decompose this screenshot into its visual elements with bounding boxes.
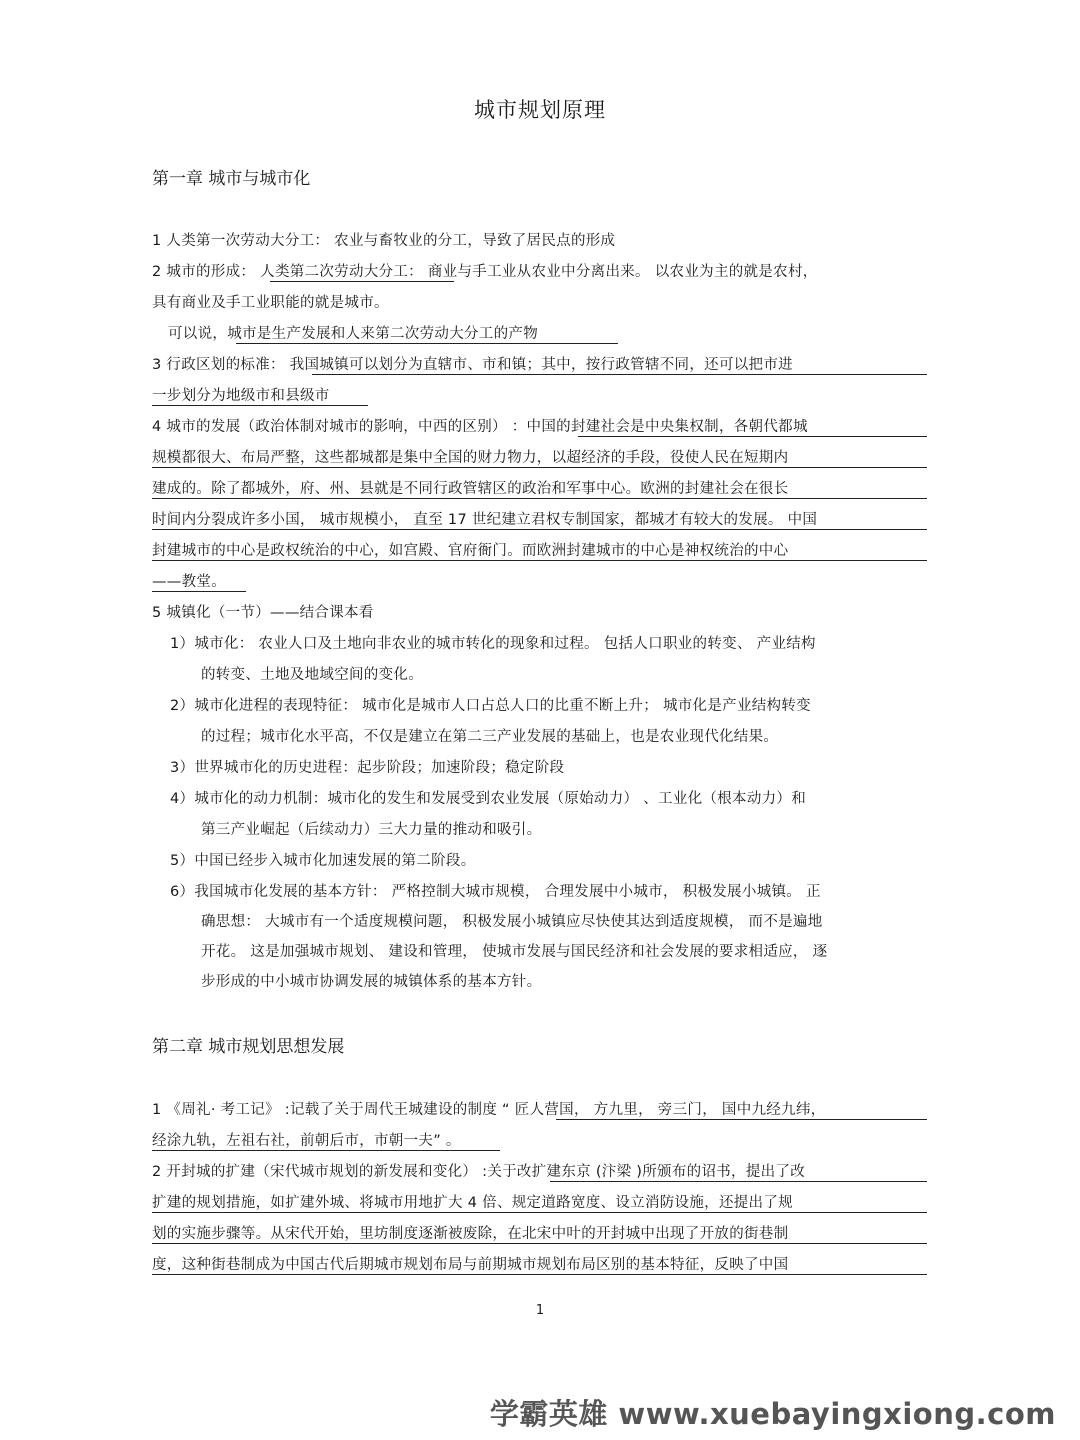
text-line: 1）城市化： 农业人口及土地向非农业的城市转化的现象和过程。 包括人口职业的转变、 产业结构 [170,636,816,652]
text-line: 时间内分裂成许多小国， 城市规模小， 直至 17 世纪建立君权专制国家，都城才有较大的发展。 中国 [152,512,818,528]
underline [152,405,368,406]
page-number: 1 [535,1303,545,1318]
text-line: 扩建的规划措施，如扩建外城、将城市用地扩大 4 倍、规定道路宽度、设立消防设施，还提出了规 [152,1195,793,1211]
text-line: 2 开封城的扩建（宋代城市规划的新发展和变化） :关于改扩建东京 (汴梁 )所颁布的诏书，提出了改 [152,1164,806,1180]
text-line: 6）我国城市化发展的基本方针： 严格控制大城市规模， 合理发展中小城市， 积极发展小城镇。 正 [170,884,821,900]
text-line: 4）城市化的动力机制：城市化的发生和发展受到农业发展（原始动力） 、工业化（根本动力）和 [170,791,807,807]
text-line: 4 城市的发展（政治体制对城市的影响，中西的区别） ：中国的封建社会是中央集权制，各朝代都城 [152,419,808,435]
underline [556,1119,927,1120]
text-line: 的转变、土地及地域空间的变化。 [201,667,423,683]
underline [152,498,927,499]
underline [312,374,927,375]
text-line: 5 城镇化（一节）——结合课本看 [152,605,374,621]
watermark: 学霸英雄 www.xuebayingxiong.com [489,1397,1056,1431]
text-line: 3）世界城市化的历史进程：起步阶段；加速阶段；稳定阶段 [170,760,565,776]
text-line: 2 城市的形成： 人类第二次劳动大分工： 商业与手工业从农业中分离出来。 以农业为主的就是农村， [152,264,818,280]
chapter-1-heading: 第一章 城市与城市化 [152,169,311,189]
underline [236,343,618,344]
text-line: 5）中国已经步入城市化加速发展的第二阶段。 [170,853,476,869]
text-line: 步形成的中小城市协调发展的城镇体系的基本方针。 [201,974,542,990]
text-line: 3 行政区划的标准： 我国城镇可以划分为直辖市、市和镇；其中，按行政管辖不同，还可以把市进 [152,357,793,373]
underline [152,1212,927,1213]
underline [152,529,927,530]
text-line: 具有商业及手工业职能的就是城市。 [152,295,389,311]
underline [578,436,927,437]
text-line: 第三产业崛起（后续动力）三大力量的推动和吸引。 [201,822,542,838]
text-line: 确思想： 大城市有一个适度规模问题， 积极发展小城镇应尽快使其达到适度规模， 而不是遍地 [201,914,823,930]
text-line: 封建城市的中心是政权统治的中心，如宫殿、官府衙门。而欧洲封建城市的中心是神权统治的中心 [152,543,789,559]
underline [152,591,246,592]
chapter-2-heading: 第二章 城市规划思想发展 [152,1037,345,1057]
text-line: 度，这种街巷制成为中国古代后期城市规划布局与前期城市规划布局区别的基本特征，反映了中国 [152,1257,789,1273]
underline [550,1181,927,1182]
text-line: 建成的。除了都城外，府、州、县就是不同行政管辖区的政治和军事中心。欧洲的封建社会在很长 [152,481,789,497]
text-line: 的过程；城市化水平高，不仅是建立在第二三产业发展的基础上，也是农业现代化结果。 [201,729,779,745]
text-line: 经涂九轨，左祖右社，前朝后市，市朝一夫” 。 [152,1133,461,1149]
underline [152,467,927,468]
text-line: 可以说，城市是生产发展和人来第二次劳动大分工的产物 [168,326,538,342]
text-line: 开花。 这是加强城市规划、 建设和管理， 使城市发展与国民经济和社会发展的要求相适应， 逐 [201,944,828,960]
underline [152,1274,927,1275]
underline [152,560,927,561]
text-line: 规模都很大、布局严整，这些都城都是集中全国的财力物力，以超经济的手段，役使人民在短期内 [152,450,789,466]
text-line: 1 《周礼· 考工记》 :记载了关于周代王城建设的制度 “ 匠人营国， 方九里， 旁三门， 国中九经九纬， [152,1102,826,1118]
text-line: ——教堂。 [152,574,226,590]
text-line: 1 人类第一次劳动大分工： 农业与畜牧业的分工，导致了居民点的形成 [152,233,616,249]
underline [152,1150,500,1151]
text-line: 2）城市化进程的表现特征： 城市化是城市人口占总人口的比重不断上升； 城市化是产业结构转变 [170,698,811,714]
underline [270,281,454,282]
underline [152,1243,927,1244]
document-title: 城市规划原理 [474,98,606,122]
text-line: 一步划分为地级市和县级市 [152,388,330,404]
text-line: 划的实施步骤等。从宋代开始，里坊制度逐渐被废除，在北宋中叶的开封城中出现了开放的街巷制 [152,1226,789,1242]
